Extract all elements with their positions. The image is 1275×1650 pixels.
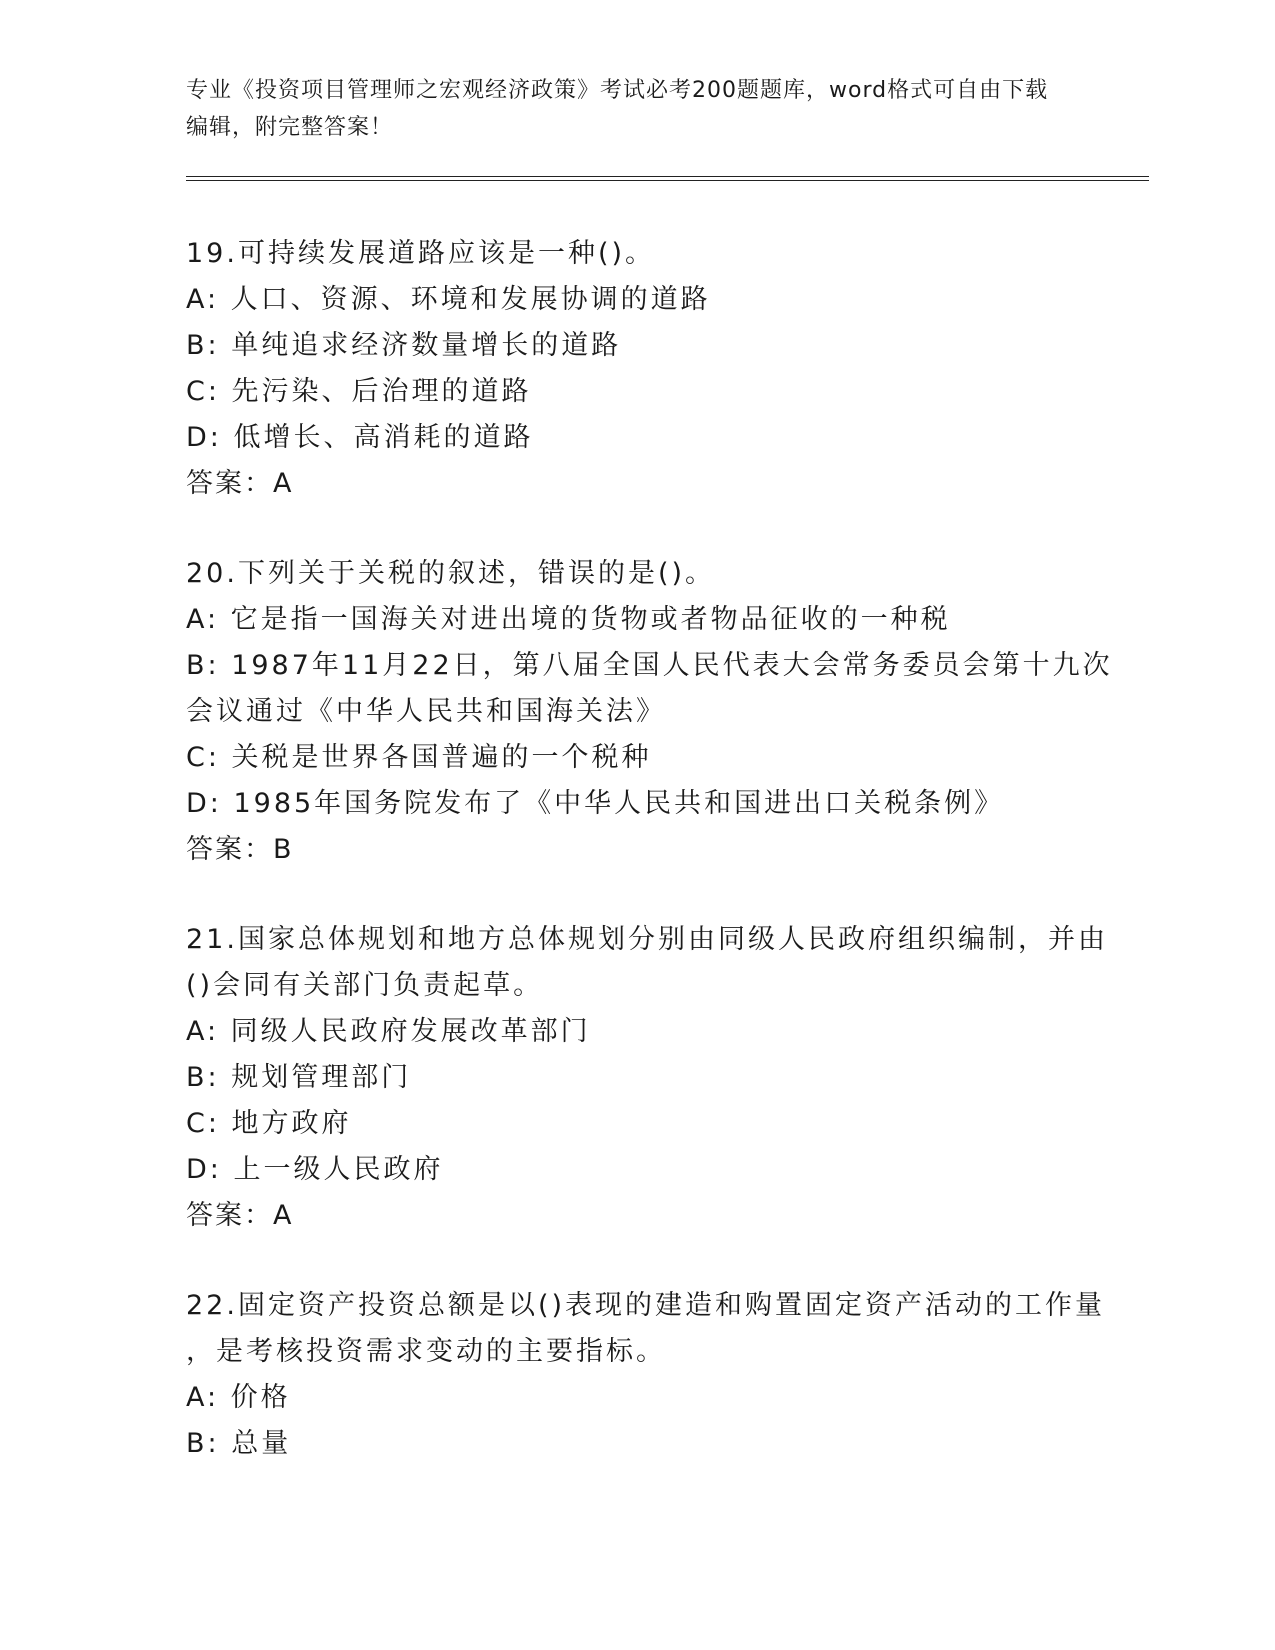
- question-stem-continued: ()会同有关部门负责起草。: [186, 970, 544, 1001]
- option-d: D: 低增长、高消耗的道路: [186, 422, 534, 453]
- option-a: A: 价格: [186, 1382, 291, 1413]
- option-a: A: 它是指一国海关对进出境的货物或者物品征收的一种税: [186, 604, 951, 635]
- option-d: D: 上一级人民政府: [186, 1154, 444, 1185]
- question-stem-continued: ，是考核投资需求变动的主要指标。: [186, 1336, 666, 1367]
- document-header: 专业《投资项目管理师之宏观经济政策》考试必考200题题库，word格式可自由下载编辑，附完整答案！: [186, 78, 1049, 140]
- question-stem: 22.固定资产投资总额是以()表现的建造和购置固定资产活动的工作量: [186, 1290, 1106, 1321]
- option-b: B: 总量: [186, 1428, 292, 1459]
- option-c: C: 地方政府: [186, 1108, 352, 1139]
- answer-line: 答案：A: [186, 1200, 294, 1231]
- option-b: B: 规划管理部门: [186, 1062, 412, 1093]
- option-b: B: 1987年11月22日，第八届全国人民代表大会常务委员会第十九次: [186, 650, 1113, 681]
- option-b-continued: 会议通过《中华人民共和国海关法》: [186, 696, 666, 727]
- header-double-rule: [186, 176, 1149, 181]
- option-a: A: 同级人民政府发展改革部门: [186, 1016, 591, 1047]
- question-stem: 21.国家总体规划和地方总体规划分别由同级人民政府组织编制，并由: [186, 924, 1108, 955]
- option-c: C: 先污染、后治理的道路: [186, 376, 532, 407]
- option-a: A: 人口、资源、环境和发展协调的道路: [186, 284, 711, 315]
- answer-line: 答案：B: [186, 834, 294, 865]
- question-19: [186, 231, 1086, 507]
- question-22: [186, 1283, 1106, 1467]
- answer-line: 答案：A: [186, 468, 294, 499]
- question-stem: 20.下列关于关税的叙述，错误的是()。: [186, 558, 716, 589]
- question-stem: 19.可持续发展道路应该是一种()。: [186, 238, 656, 269]
- question-list: [186, 231, 1113, 1511]
- question-21: [186, 917, 1108, 1239]
- option-c: C: 关税是世界各国普遍的一个税种: [186, 742, 652, 773]
- option-d: D: 1985年国务院发布了《中华人民共和国进出口关税条例》: [186, 788, 1005, 819]
- option-b: B: 单纯追求经济数量增长的道路: [186, 330, 622, 361]
- question-20: [186, 551, 1113, 873]
